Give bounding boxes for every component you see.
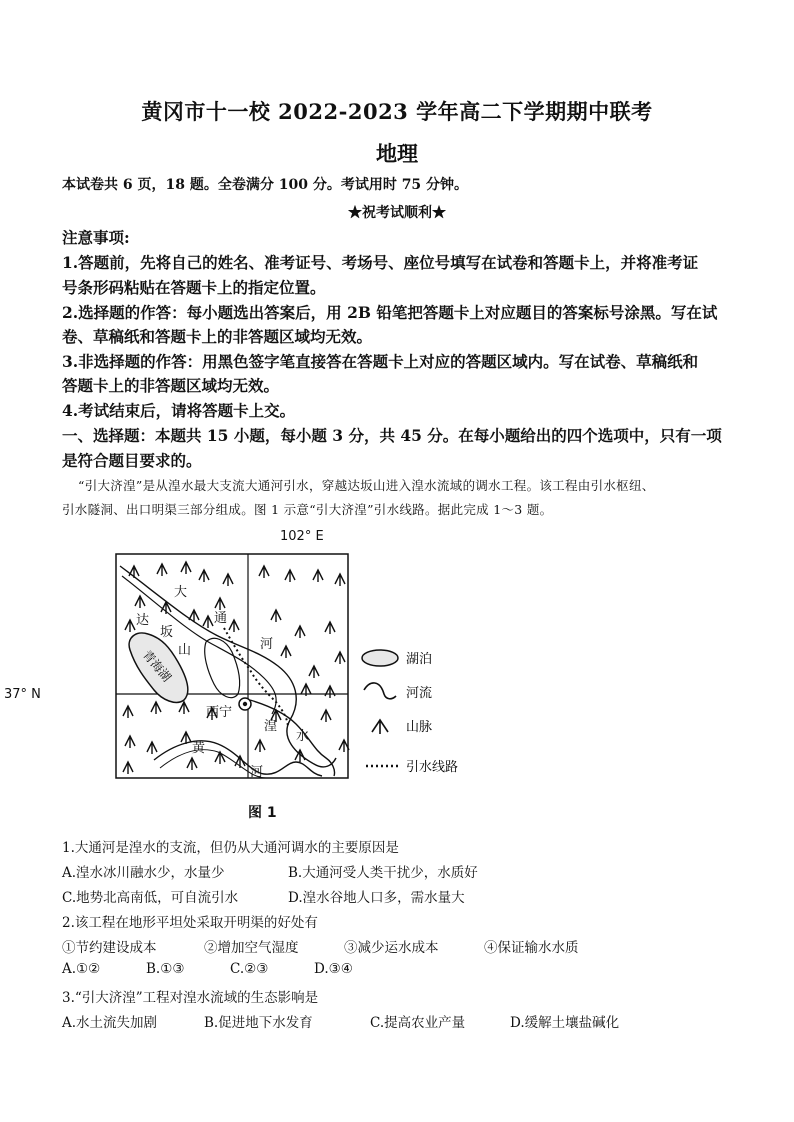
legend-label-lake: 湖泊 [406, 652, 433, 667]
notice-line: 3.非选择题的作答：用黑色签字笔直接答在答题卡上对应的答题区域内。写在试卷、草稿纸和 [62, 352, 699, 371]
exam-title: 黄冈市十一校 2022-2023 学年高二下学期期中联考 [141, 99, 653, 124]
mountain-icon [372, 720, 388, 734]
notice-line: 答题卡上的非答题区域均无效。 [62, 376, 280, 395]
question-2-option-c[interactable]: C.②③ [230, 961, 269, 977]
question-2-option-a[interactable]: A.①② [62, 961, 101, 977]
question-1-option-c[interactable]: C.地势北高南低，可自流引水 [62, 890, 239, 906]
notice-line: 4.考试结束后，请将答题卡上交。 [62, 401, 296, 420]
question-2-stem: 2.该工程在地形平坦处采取开明渠的好处有 [62, 915, 318, 931]
notice-line: 2.选择题的作答：每小题选出答案后，用 2B 铅笔把答题卡上对应题目的答案标号涂黑。写在试 [62, 303, 718, 322]
section-heading-cont: 是符合题目要求的。 [62, 451, 202, 470]
question-3-stem: 3.“引大济湟”工程对湟水流域的生态影响是 [62, 990, 319, 1006]
question-1-option-d[interactable]: D.湟水谷地人口多，需水量大 [288, 890, 465, 906]
label-da2: 达 [136, 613, 150, 628]
label-qinghai-lake: 青海湖 [139, 647, 174, 685]
section-heading: 一、选择题：本题共 15 小题，每小题 3 分，共 45 分。在每小题给出的四个选项中，只有一项 [62, 426, 722, 445]
longitude-label: 102° E [280, 529, 324, 544]
legend-label-route: 引水线路 [406, 760, 459, 775]
question-2-option-d[interactable]: D.③④ [314, 961, 353, 977]
question-1-option-a[interactable]: A.湟水冰川融水少，水量少 [62, 865, 225, 881]
label-huang-river: 黄 [192, 741, 206, 756]
label-shan: 山 [178, 643, 192, 658]
map-legend [362, 650, 458, 775]
figure-caption: 图 1 [248, 805, 277, 821]
label-da: 大 [174, 585, 188, 600]
lake-icon [362, 650, 398, 666]
notice-line: 号条形码粘贴在答题卡上的指定位置。 [62, 278, 326, 297]
question-3-option-c[interactable]: C.提高农业产量 [370, 1015, 466, 1031]
notice-line: 卷、草稿纸和答题卡上的非答题区域均无效。 [62, 327, 373, 346]
blessing: ★祝考试顺利★ [348, 205, 446, 221]
label-ban: 坂 [160, 625, 174, 640]
label-shui: 水 [296, 729, 310, 744]
question-1-option-b[interactable]: B.大通河受人类干扰少，水质好 [288, 865, 478, 881]
notice-heading: 注意事项: [62, 228, 130, 247]
question-2-item-2: ②增加空气湿度 [204, 940, 299, 956]
label-he: 河 [260, 637, 274, 652]
notice-line: 1.答题前，先将自己的姓名、准考证号、考场号、座位号填写在试卷和答题卡上，并将准考证 [62, 253, 699, 272]
question-1-stem: 1.大通河是湟水的支流，但仍从大通河调水的主要原因是 [62, 840, 399, 856]
question-2-item-1: ①节约建设成本 [62, 940, 157, 956]
label-he2: 河 [250, 765, 264, 780]
label-xining: 西宁 [206, 705, 233, 720]
question-2-item-4: ④保证输水水质 [484, 940, 579, 956]
exam-info: 本试卷共 6 页，18 题。全卷满分 100 分。考试用时 75 分钟。 [62, 177, 469, 193]
question-3-option-d[interactable]: D.缓解土壤盐碱化 [510, 1015, 620, 1031]
question-2-item-3: ③减少运水成本 [344, 940, 439, 956]
latitude-label: 37° N [4, 687, 41, 702]
question-3-option-a[interactable]: A.水土流失加剧 [62, 1015, 158, 1031]
river-icon [364, 683, 396, 699]
intro-line: 引水隧洞、出口明渠三部分组成。图 1 示意“引大济湟”引水线路。据此完成 1～3 题。 [62, 502, 553, 517]
question-2-option-b[interactable]: B.①③ [146, 961, 185, 977]
legend-label-mountain: 山脉 [406, 720, 433, 735]
intro-line: “引大济湟”是从湟水最大支流大通河引水，穿越达坂山进入湟水流域的调水工程。该工程由引水枢纽、 [78, 478, 655, 493]
label-tong: 通 [214, 611, 228, 626]
label-huang: 湟 [264, 719, 278, 734]
legend-label-river: 河流 [406, 686, 433, 701]
map-figure-1 [4, 524, 480, 824]
question-3-option-b[interactable]: B.促进地下水发育 [204, 1015, 313, 1031]
subject-title: 地理 [376, 141, 418, 166]
